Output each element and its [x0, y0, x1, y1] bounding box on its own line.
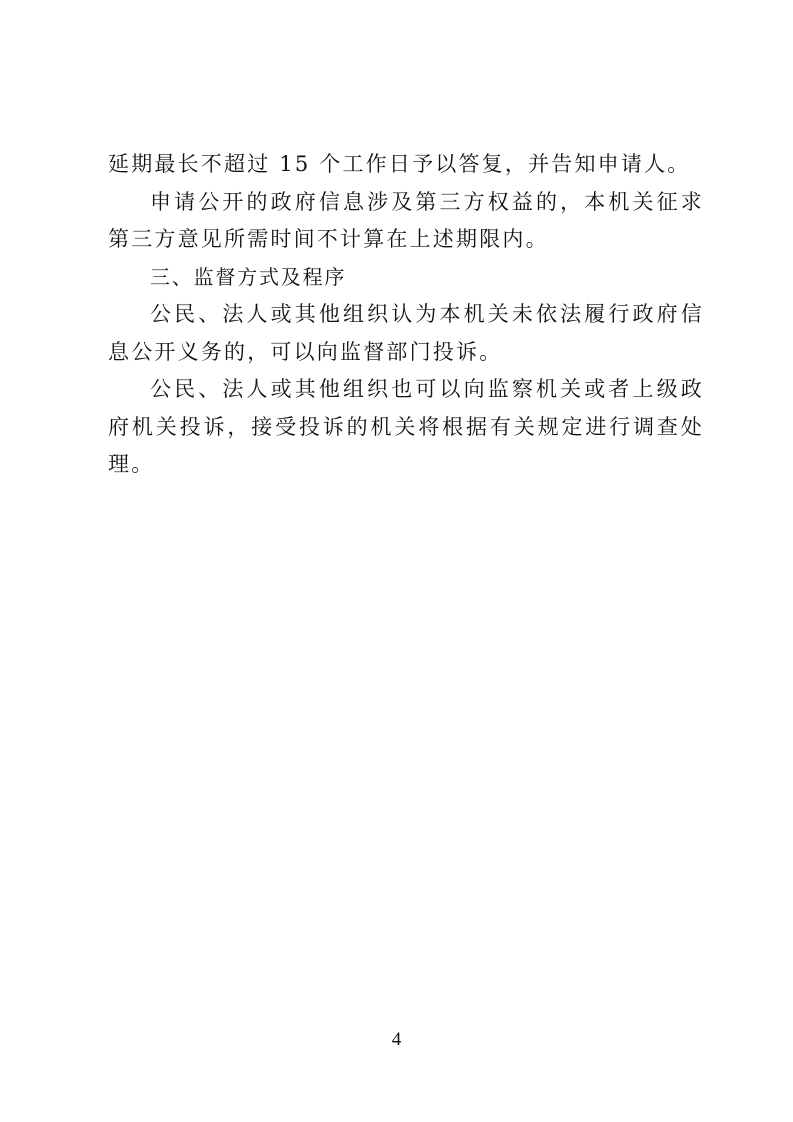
paragraph-continuation: 延期最长不超过 15 个工作日予以答复，并告知申请人。: [108, 152, 691, 176]
page-number: 4: [391, 1029, 402, 1050]
paragraph-complaint-supervision-dept: 公民、法人或其他组织认为本机关未依法履行政府信息公开义务的，可以向监督部门投诉。: [108, 302, 704, 364]
paragraph-complaint-supervisory-organ: 公民、法人或其他组织也可以向监察机关或者上级政府机关投诉，接受投诉的机关将根据有关规定进行调查处理。: [108, 377, 704, 476]
document-body: [108, 146, 704, 484]
paragraph-third-party-rights: 申请公开的政府信息涉及第三方权益的，本机关征求第三方意见所需时间不计算在上述期限内。: [108, 189, 704, 251]
section-heading-supervision: 三、监督方式及程序: [150, 264, 347, 289]
